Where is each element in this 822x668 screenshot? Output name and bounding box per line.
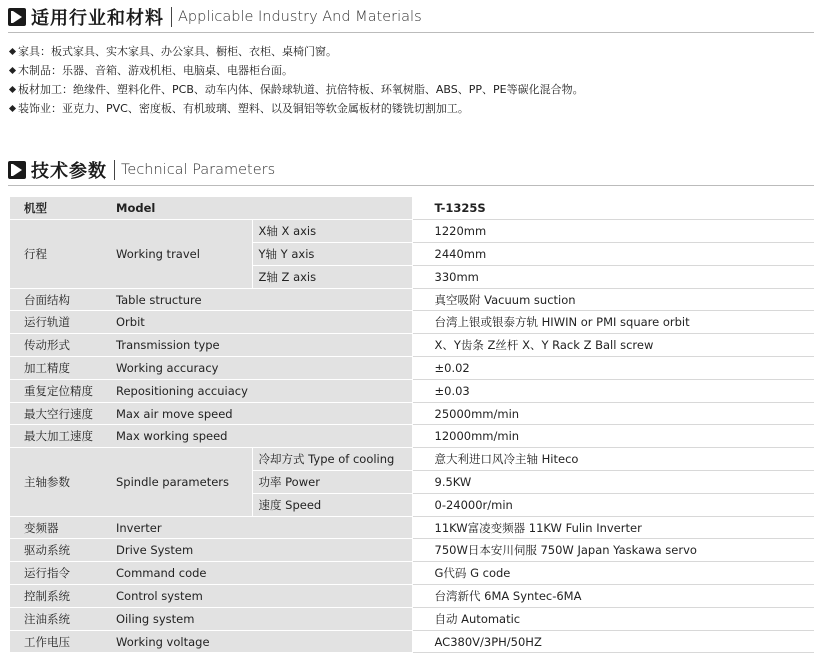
spindle-cooling-label: 冷却方式 Type of cooling bbox=[252, 448, 412, 471]
table-row bbox=[10, 539, 814, 562]
diamond-bullet-icon bbox=[9, 85, 16, 92]
travel-z-label: Z轴 Z axis bbox=[252, 265, 412, 288]
row-en: Working voltage bbox=[110, 630, 412, 653]
technical-title-en: Technical Parameters bbox=[121, 162, 276, 178]
spindle-en: Spindle parameters bbox=[110, 448, 252, 516]
row-cn: 最大空行速度 bbox=[10, 402, 110, 425]
industry-list bbox=[10, 42, 584, 118]
table-row bbox=[10, 334, 814, 357]
industry-section-header bbox=[8, 4, 422, 30]
table-row bbox=[10, 630, 814, 653]
table-row bbox=[10, 379, 814, 402]
row-value: ±0.03 bbox=[412, 379, 814, 402]
table-row bbox=[10, 311, 814, 334]
row-value: AC380V/3PH/50HZ bbox=[412, 630, 814, 653]
row-value: 自动 Automatic bbox=[412, 607, 814, 630]
row-cn: 控制系统 bbox=[10, 585, 110, 608]
row-en: Oiling system bbox=[110, 607, 412, 630]
diamond-bullet-icon bbox=[9, 66, 16, 73]
industry-underline bbox=[8, 32, 814, 33]
row-value: X、Y齿条 Z丝杆 X、Y Rack Z Ball screw bbox=[412, 334, 814, 357]
industry-title-cn: 适用行业和材料 bbox=[31, 8, 164, 29]
title-divider bbox=[114, 160, 115, 180]
spindle-cn: 主轴参数 bbox=[10, 448, 110, 516]
table-row bbox=[10, 288, 814, 311]
row-value: G代码 G code bbox=[412, 562, 814, 585]
technical-parameters-table bbox=[10, 197, 814, 653]
technical-underline bbox=[8, 185, 814, 186]
row-en: Max air move speed bbox=[110, 402, 412, 425]
list-item: 板材加工：绝缘件、塑料化件、PCB、动车内体、保龄球轨道、抗倍特板、环氧树脂、ABS、PP、PE等碳化混合物。 bbox=[10, 80, 584, 99]
table-header-row bbox=[10, 197, 814, 220]
table-row bbox=[10, 357, 814, 380]
row-value: 750W日本安川伺服 750W Japan Yaskawa servo bbox=[412, 539, 814, 562]
list-item: 家具：板式家具、实木家具、办公家具、橱柜、衣柜、桌椅门窗。 bbox=[10, 42, 584, 61]
table-row bbox=[10, 425, 814, 448]
header-en: Model bbox=[110, 197, 412, 220]
row-value: ±0.02 bbox=[412, 357, 814, 380]
row-value: 台湾上银或银泰方轨 HIWIN or PMI square orbit bbox=[412, 311, 814, 334]
row-value: 11KW富凌变频器 11KW Fulin Inverter bbox=[412, 516, 814, 539]
row-en: Control system bbox=[110, 585, 412, 608]
diamond-bullet-icon bbox=[9, 47, 16, 54]
travel-x-value: 1220mm bbox=[412, 220, 814, 243]
travel-en: Working travel bbox=[110, 220, 252, 288]
row-en: Max working speed bbox=[110, 425, 412, 448]
technical-section-header bbox=[8, 157, 275, 183]
list-item: 装饰业：亚克力、PVC、密度板、有机玻璃、塑料、以及铜铝等软金属板材的镂铣切割加工。 bbox=[10, 99, 584, 118]
row-cn: 最大加工速度 bbox=[10, 425, 110, 448]
travel-y-value: 2440mm bbox=[412, 243, 814, 266]
header-model-value: T-1325S bbox=[412, 197, 814, 220]
row-cn: 传动形式 bbox=[10, 334, 110, 357]
spindle-speed-value: 0-24000r/min bbox=[412, 493, 814, 516]
table-row bbox=[10, 448, 814, 471]
row-cn: 注油系统 bbox=[10, 607, 110, 630]
row-cn: 台面结构 bbox=[10, 288, 110, 311]
row-value: 真空吸附 Vacuum suction bbox=[412, 288, 814, 311]
travel-y-label: Y轴 Y axis bbox=[252, 243, 412, 266]
spindle-power-label: 功率 Power bbox=[252, 471, 412, 494]
header-cn: 机型 bbox=[10, 197, 110, 220]
row-en: Table structure bbox=[110, 288, 412, 311]
spindle-power-value: 9.5KW bbox=[412, 471, 814, 494]
spindle-cooling-value: 意大利进口风冷主轴 Hiteco bbox=[412, 448, 814, 471]
row-value: 25000mm/min bbox=[412, 402, 814, 425]
row-cn: 加工精度 bbox=[10, 357, 110, 380]
row-en: Drive System bbox=[110, 539, 412, 562]
travel-cn: 行程 bbox=[10, 220, 110, 288]
table-row bbox=[10, 585, 814, 608]
table-row bbox=[10, 516, 814, 539]
row-en: Inverter bbox=[110, 516, 412, 539]
row-cn: 驱动系统 bbox=[10, 539, 110, 562]
play-arrow-icon bbox=[8, 161, 26, 179]
row-en: Working accuracy bbox=[110, 357, 412, 380]
travel-z-value: 330mm bbox=[412, 265, 814, 288]
row-cn: 运行指令 bbox=[10, 562, 110, 585]
title-divider bbox=[171, 7, 172, 27]
travel-x-label: X轴 X axis bbox=[252, 220, 412, 243]
row-value: 12000mm/min bbox=[412, 425, 814, 448]
list-item: 木制品：乐器、音箱、游戏机柜、电脑桌、电器柜台面。 bbox=[10, 61, 584, 80]
row-en: Orbit bbox=[110, 311, 412, 334]
table-row bbox=[10, 607, 814, 630]
table-row bbox=[10, 402, 814, 425]
row-en: Command code bbox=[110, 562, 412, 585]
row-cn: 工作电压 bbox=[10, 630, 110, 653]
row-value: 台湾新代 6MA Syntec-6MA bbox=[412, 585, 814, 608]
row-cn: 运行轨道 bbox=[10, 311, 110, 334]
spindle-speed-label: 速度 Speed bbox=[252, 493, 412, 516]
row-cn: 重复定位精度 bbox=[10, 379, 110, 402]
table-row bbox=[10, 220, 814, 243]
play-arrow-icon bbox=[8, 8, 26, 26]
row-en: Transmission type bbox=[110, 334, 412, 357]
row-cn: 变频器 bbox=[10, 516, 110, 539]
row-en: Repositioning accuiacy bbox=[110, 379, 412, 402]
industry-title-en: Applicable Industry And Materials bbox=[178, 9, 422, 25]
technical-title-cn: 技术参数 bbox=[31, 161, 107, 182]
table-row bbox=[10, 562, 814, 585]
diamond-bullet-icon bbox=[9, 104, 16, 111]
